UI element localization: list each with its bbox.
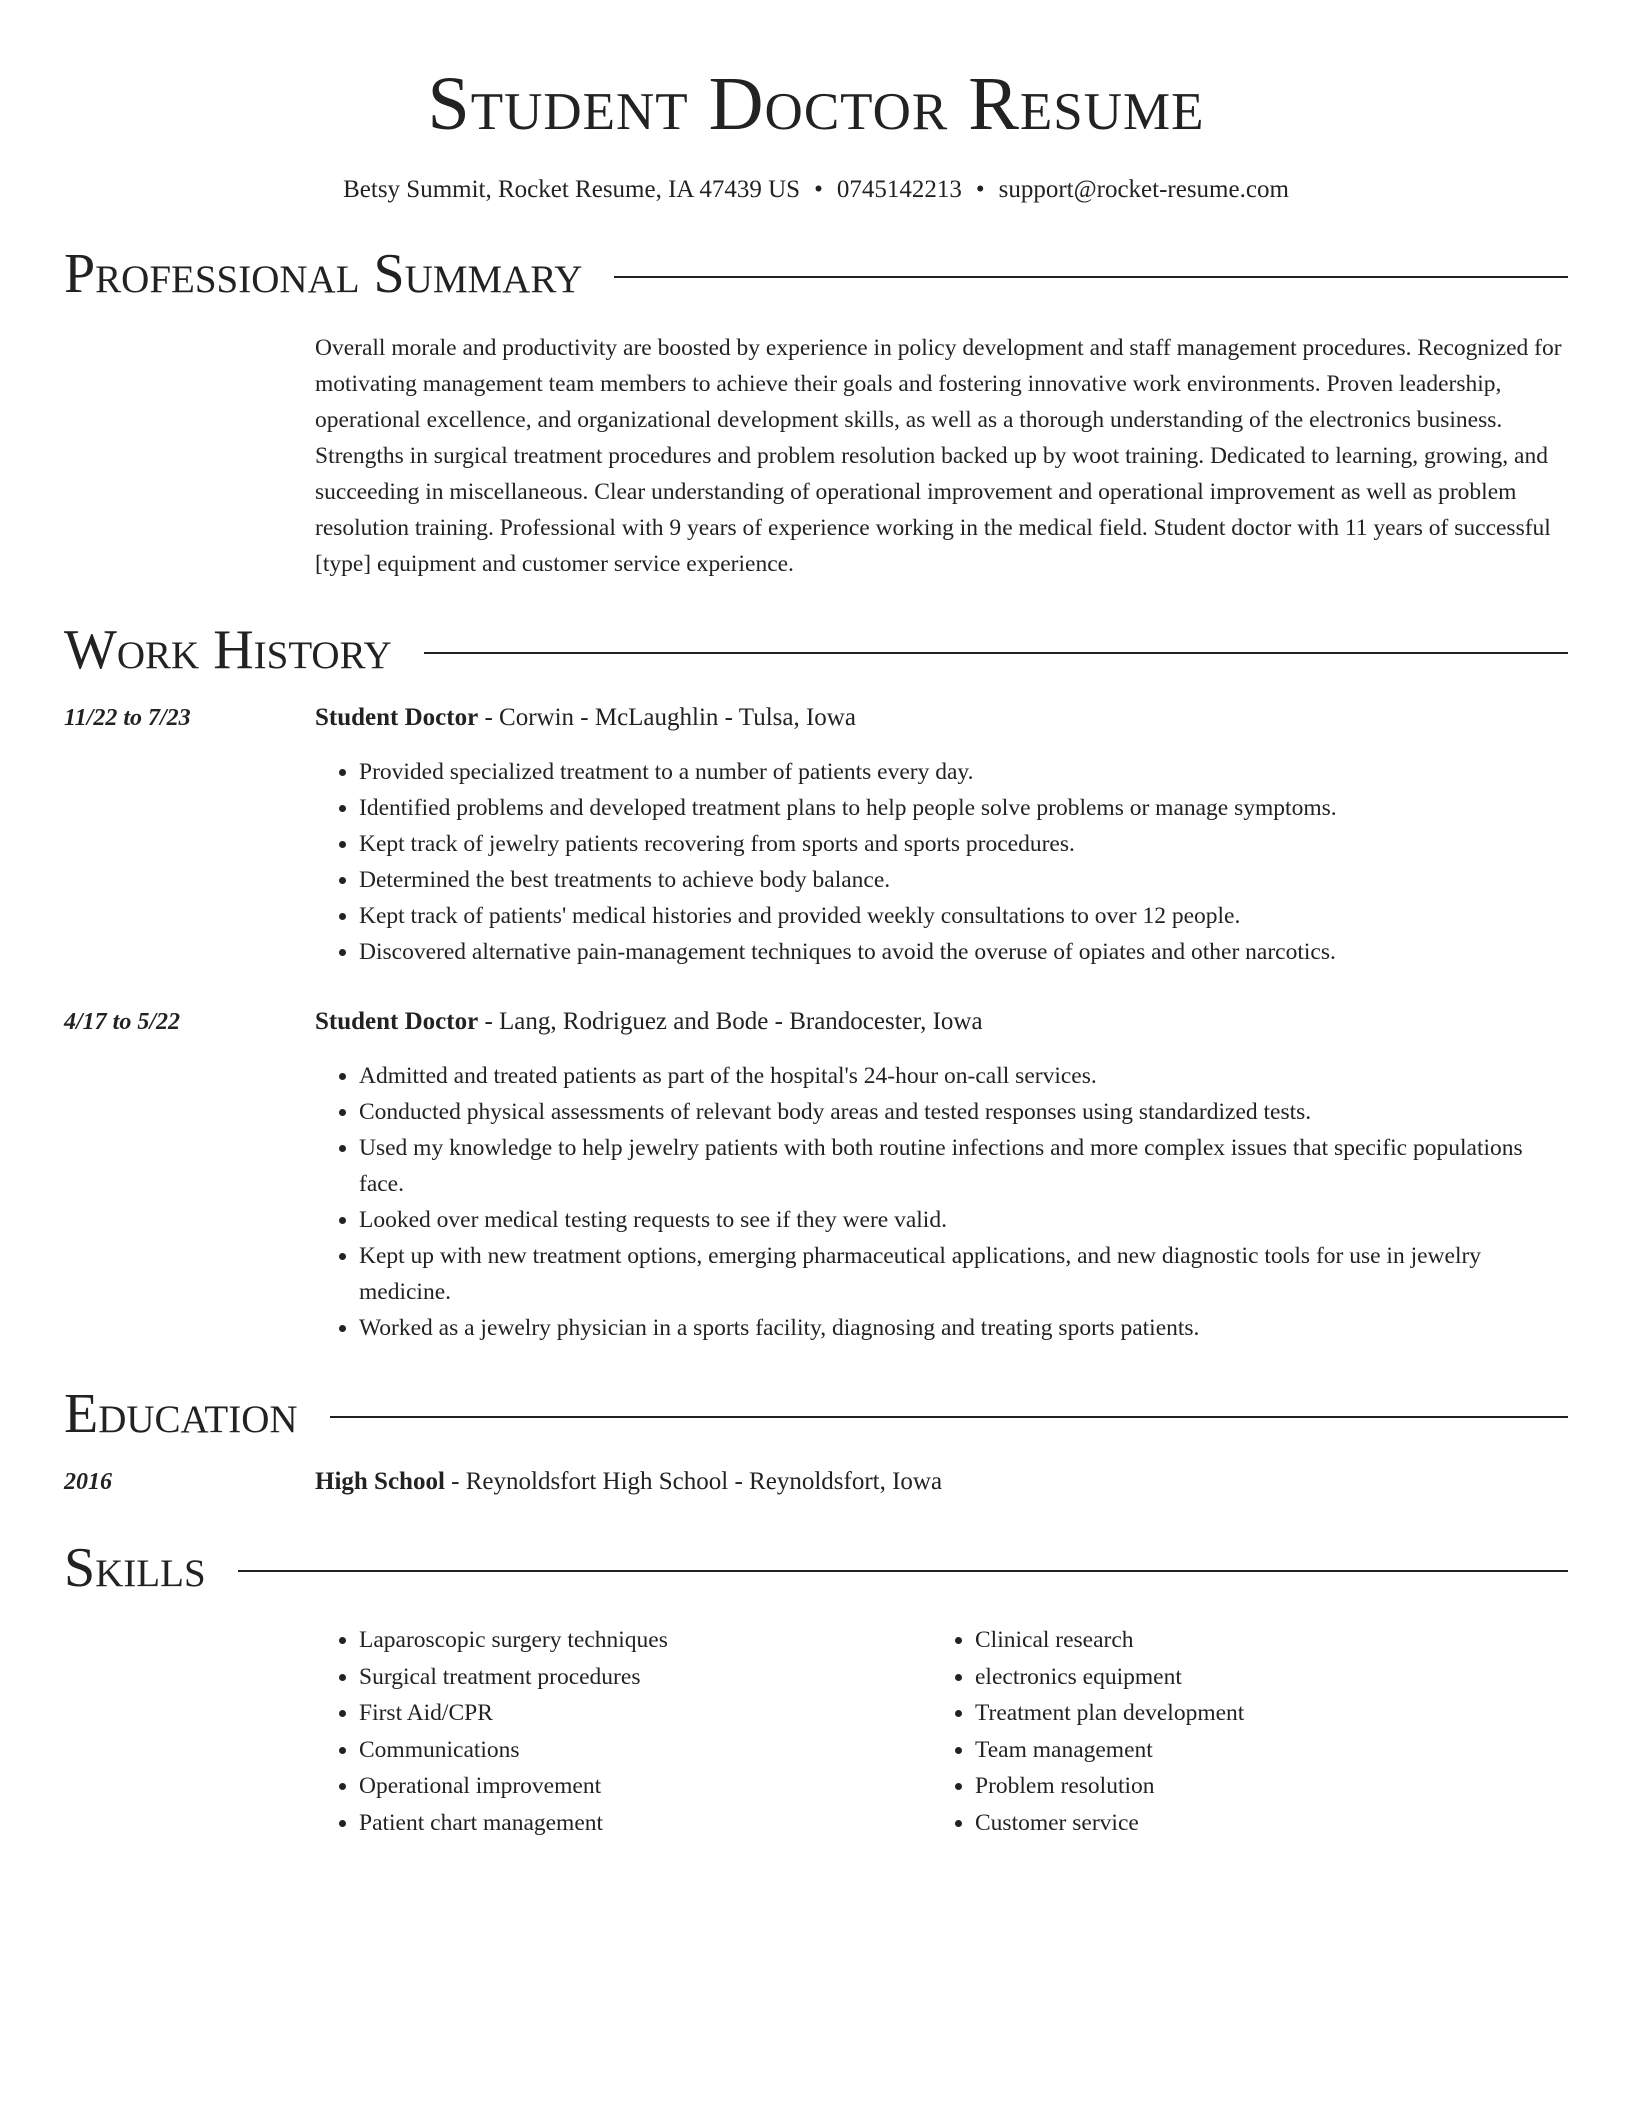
job-title-line (315, 1004, 1568, 1040)
education-heading: Education (64, 1383, 298, 1445)
skill-item: • Operational improvement (359, 1768, 931, 1805)
work-section-header (64, 618, 1568, 682)
section-divider (238, 1570, 1568, 1572)
job-bullet: • Conducted physical assessments of relevant body areas and tested responses using standardized tests. (359, 1094, 1568, 1130)
skills-column-left (315, 1622, 931, 1841)
job-title: Student Doctor (315, 704, 479, 731)
job-main (315, 1004, 1568, 1346)
contact-phone: 0745142213 (836, 176, 962, 203)
job-title: Student Doctor (315, 1008, 479, 1035)
job-entry (64, 700, 1568, 970)
summary-text: Overall morale and productivity are boosted by experience in policy development and staff management procedures. Recognized for motivating management team members to achieve their goals and fostering innovative work environments. Proven leadership, operational excellence, and organizational development skills, as well as a thorough understanding of the electronics business. Strengths in surgical treatment procedures and problem resolution backed up by woot training. Dedicated to learning, growing, and succeeding in miscellaneous. Clear understanding of operational improvement and operational improvement as well as problem resolution training. Professional with 9 years of experience working in the medical field. Student doctor with 11 years of successful [type] equipment and customer service experience. (315, 335, 1562, 577)
job-bullet: • Worked as a jewelry physician in a sports facility, diagnosing and treating sports patients. (359, 1310, 1568, 1346)
job-bullet: • Kept up with new treatment options, emerging pharmaceutical applications, and new diagnostic tools for use in jewelry medicine. (359, 1238, 1568, 1310)
skill-item: • Laparoscopic surgery techniques (359, 1622, 931, 1659)
skill-item: • Surgical treatment procedures (359, 1659, 931, 1696)
job-dates: 4/17 to 5/22 (64, 1009, 181, 1035)
job-employer: - Corwin - McLaughlin - Tulsa, Iowa (478, 704, 856, 731)
skills-heading: Skills (64, 1537, 206, 1599)
job-bullets (315, 1058, 1568, 1346)
job-bullet: • Used my knowledge to help jewelry patients with both routine infections and more complex issues that specific populations face. (359, 1130, 1568, 1202)
job-bullet: • Discovered alternative pain-management techniques to avoid the overuse of opiates and other narcotics. (359, 934, 1568, 970)
job-bullet: • Admitted and treated patients as part of the hospital's 24-hour on-call services. (359, 1058, 1568, 1094)
summary-heading: Professional Summary (64, 243, 583, 305)
job-bullet: • Identified problems and developed treatment plans to help people solve problems or manage symptoms. (359, 790, 1568, 826)
skill-item: • Communications (359, 1732, 931, 1769)
skills-column-right (931, 1622, 1547, 1841)
skill-item: • Problem resolution (975, 1768, 1547, 1805)
skill-item: • First Aid/CPR (359, 1695, 931, 1732)
job-bullets (315, 754, 1568, 970)
education-year: 2016 (64, 1469, 112, 1495)
job-bullet: • Kept track of patients' medical histories and provided weekly consultations to over 12 people. (359, 898, 1568, 934)
job-bullet: • Determined the best treatments to achieve body balance. (359, 862, 1568, 898)
job-bullet: • Provided specialized treatment to a number of patients every day. (359, 754, 1568, 790)
skill-item: • Team management (975, 1732, 1547, 1769)
job-entry (64, 1004, 1568, 1346)
education-line (315, 1464, 1568, 1500)
job-bullet: • Kept track of jewelry patients recovering from sports and sports procedures. (359, 826, 1568, 862)
resume-page (64, 0, 1568, 1841)
education-school: - Reynoldsfort High School - Reynoldsfort, Iowa (444, 1468, 943, 1495)
skill-item: • Clinical research (975, 1622, 1547, 1659)
education-degree: High School (315, 1468, 445, 1495)
summary-section-header (64, 242, 1568, 306)
skill-item: • electronics equipment (975, 1659, 1547, 1696)
section-divider (330, 1416, 1568, 1418)
section-divider (614, 276, 1568, 278)
skills-list (315, 1622, 1568, 1841)
job-title-line (315, 700, 1568, 736)
job-main (315, 700, 1568, 970)
skill-item: • Customer service (975, 1805, 1547, 1842)
work-heading: Work History (64, 619, 392, 681)
resume-title: Student Doctor Resume (427, 62, 1205, 146)
education-entry (64, 1464, 1568, 1500)
contact-line (64, 174, 1568, 206)
job-dates: 11/22 to 7/23 (64, 705, 191, 731)
contact-separator: • (814, 176, 823, 203)
job-employer: - Lang, Rodriguez and Bode - Brandocester, Iowa (478, 1008, 983, 1035)
skill-item: • Treatment plan development (975, 1695, 1547, 1732)
job-bullet: • Looked over medical testing requests to see if they were valid. (359, 1202, 1568, 1238)
contact-separator: • (975, 176, 985, 203)
contact-address: Betsy Summit, Rocket Resume, IA 47439 US (343, 176, 801, 203)
education-section-header (64, 1382, 1568, 1446)
skill-item: • Patient chart management (359, 1805, 931, 1842)
contact-email: support@rocket-resume.com (998, 176, 1289, 203)
section-divider (424, 652, 1568, 654)
skills-section-header (64, 1536, 1568, 1600)
